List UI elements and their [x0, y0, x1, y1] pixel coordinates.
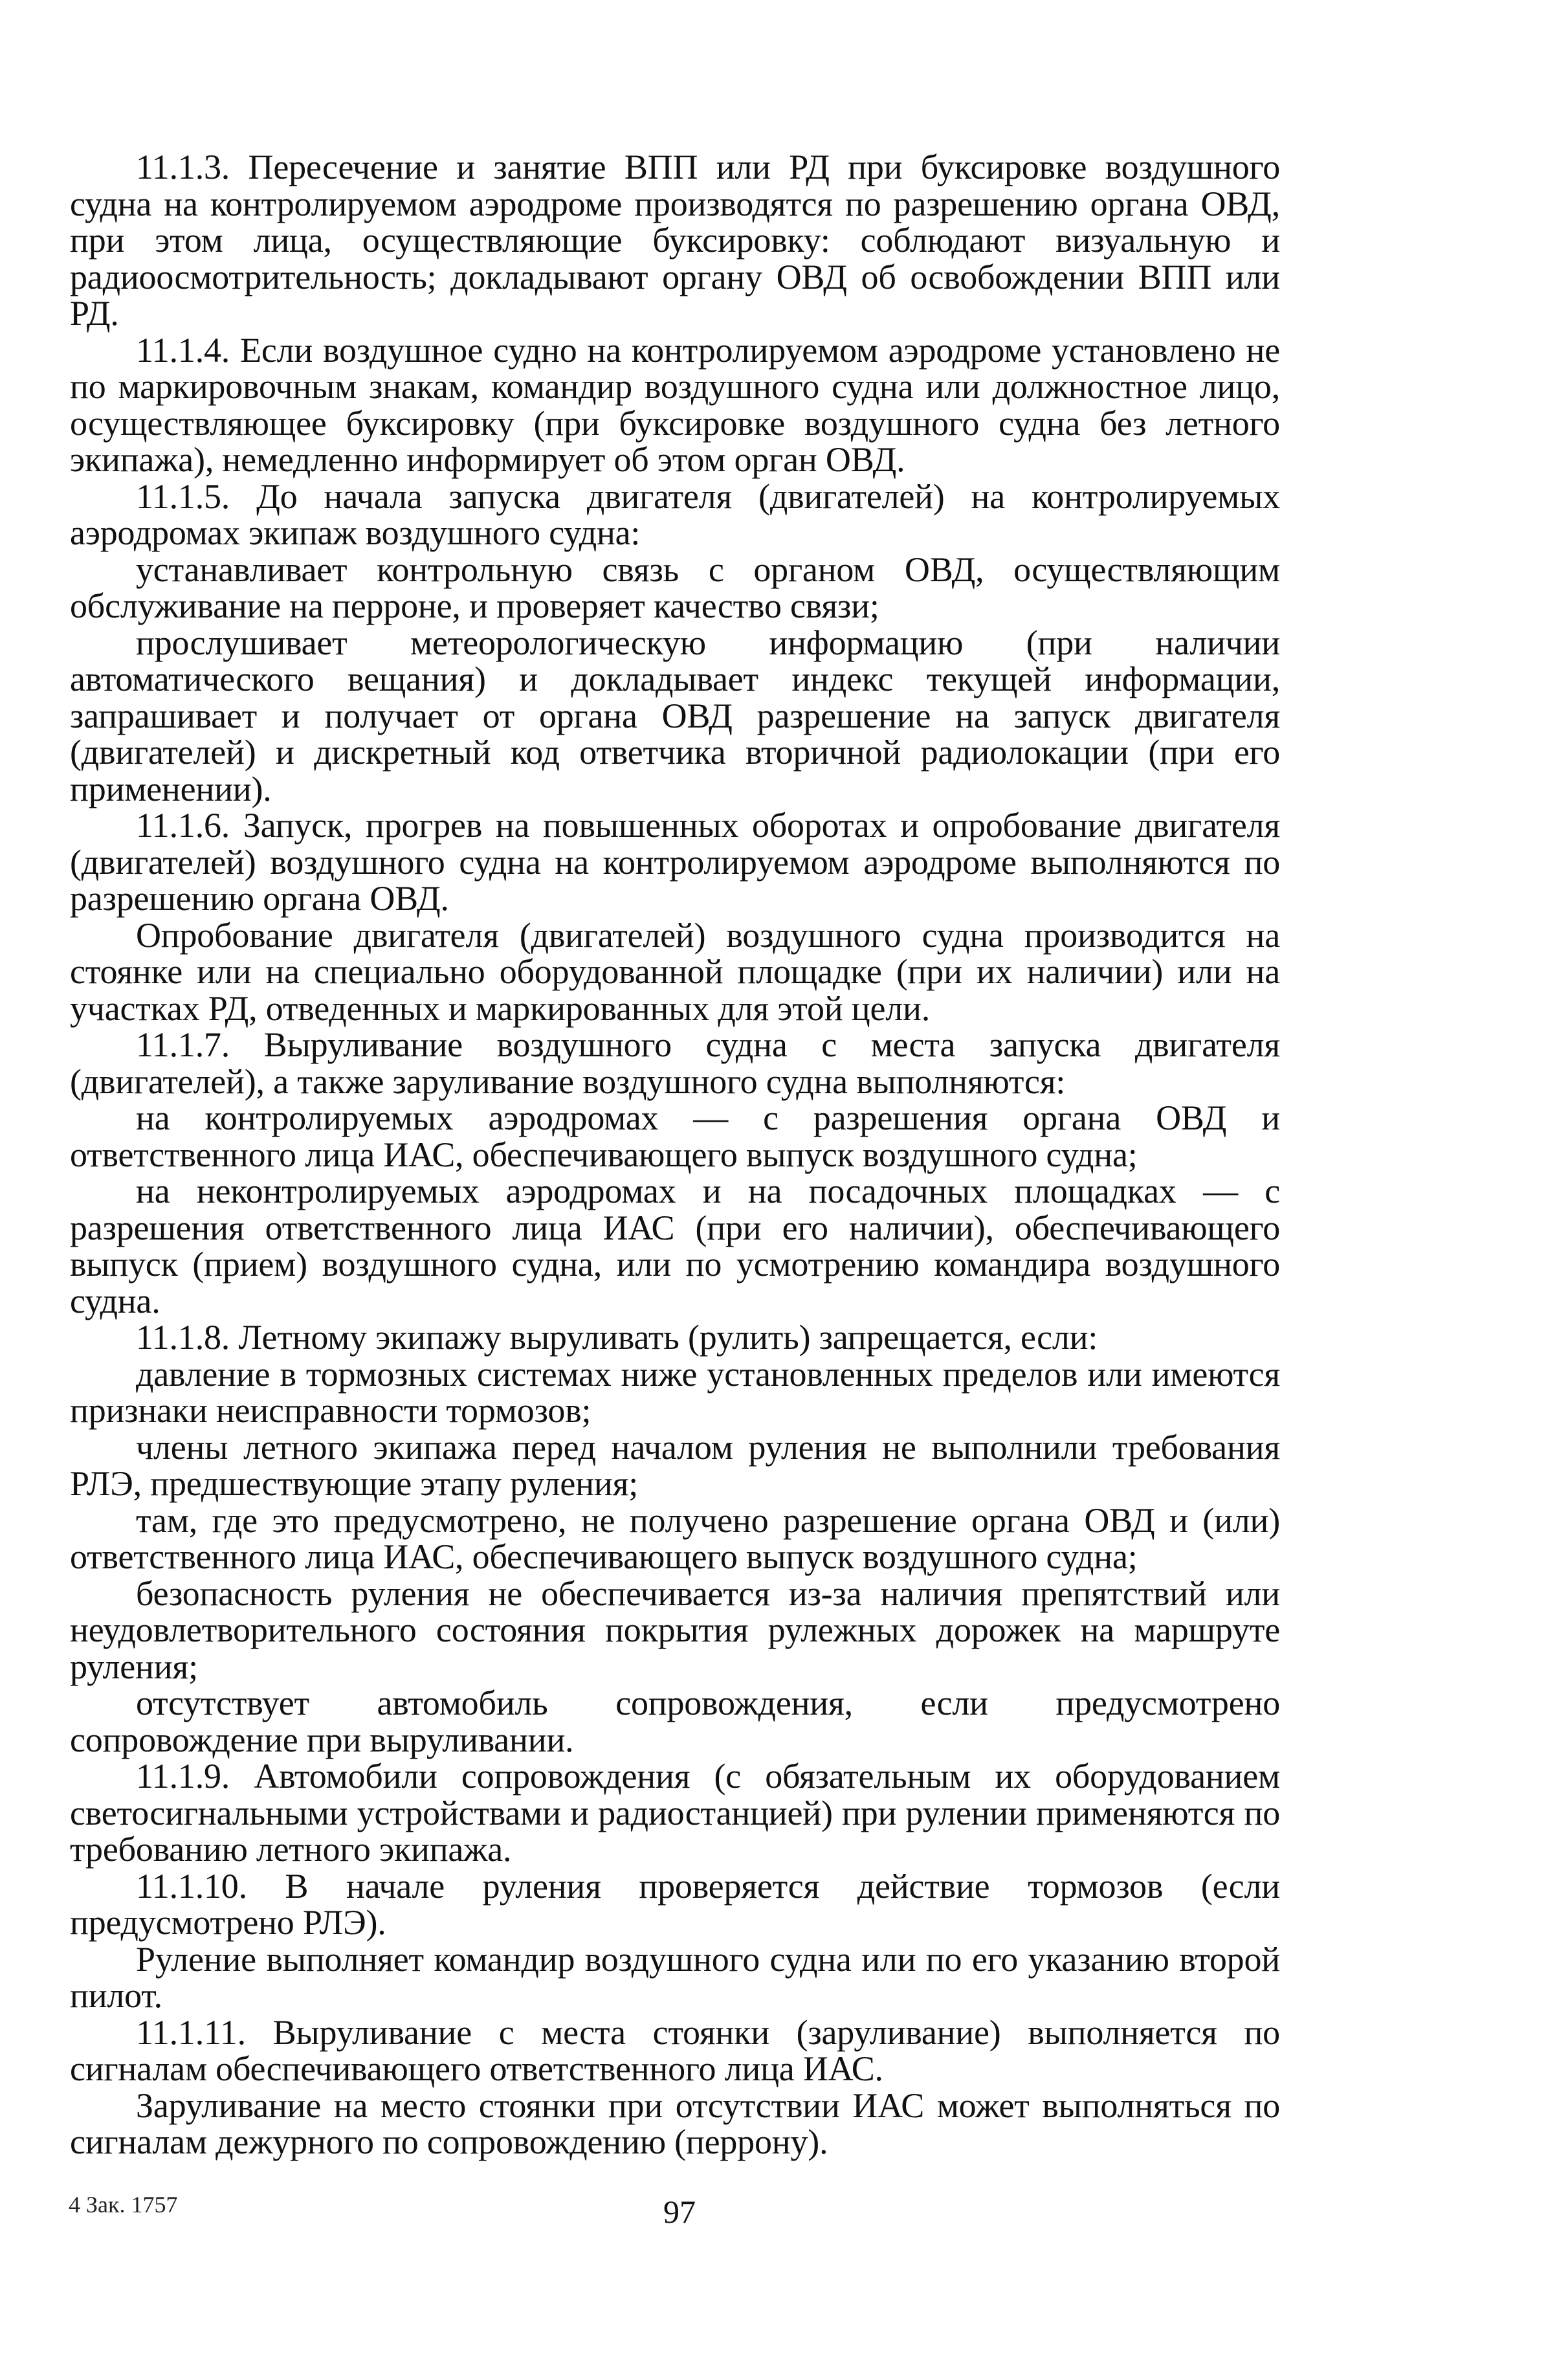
paragraph-11-1-10: 11.1.10. В начале руления проверяется действие тормозов (если предусмотрено РЛЭ).: [70, 1866, 1280, 1942]
list-item-no-clearance: там, где это предусмотрено, не получено разрешение органа ОВД и (или) ответственного лица ИАС, обеспечивающего выпуск воздушного судна;: [70, 1500, 1280, 1576]
paragraph-11-1-9: 11.1.9. Автомобили сопровождения (с обязательным их оборудованием светосигнальными устройствами и радиостанцией) при рулении применяются по требованию летного экипажа.: [70, 1757, 1280, 1869]
list-item-crew-requirements: члены летного экипажа перед началом руления не выполнили требования РЛЭ, предшествующие этапу руления;: [70, 1427, 1280, 1503]
list-item-taxi-safety: безопасность руления не обеспечивается из-за наличия препятствий или неудовлетворительного состояния покрытия рулежных дорожек на маршруте руления;: [70, 1574, 1280, 1686]
list-item-controlled-aerodromes: на контролируемых аэродромах — с разрешения органа ОВД и ответственного лица ИАС, обеспечивающего выпуск воздушного судна;: [70, 1098, 1280, 1174]
paragraph-11-1-8: 11.1.8. Летному экипажу выруливать (рулить) запрещается, если:: [136, 1318, 1098, 1357]
list-item-contact-check: устанавливает контрольную связь с органом ОВД, осуществляющим обслуживание на перроне, и проверяет качество связи;: [70, 550, 1280, 625]
paragraph-11-1-11: 11.1.11. Выруливание с места стоянки (заруливание) выполняется по сигналам обеспечивающего ответственного лица ИАС.: [70, 2012, 1280, 2088]
list-item-meteo-info: прослушивает метеорологическую информацию (при наличии автоматического вещания) и докладывает индекс текущей информации, запрашивает и получает от органа ОВД разрешение на запуск двигателя (двигателей) и дискретный код ответчика вторичной радиолокации (при его применении).: [70, 623, 1280, 808]
list-item-escort-vehicle: отсутствует автомобиль сопровождения, если предусмотрено сопровождение при выруливании.: [70, 1684, 1280, 1759]
paragraph-11-1-6: 11.1.6. Запуск, прогрев на повышенных оборотах и опробование двигателя (двигателей) воздушного судна на контролируемом аэродроме выполняются по разрешению органа ОВД.: [70, 806, 1280, 918]
list-item-brake-pressure: давление в тормозных системах ниже установленных пределов или имеются признаки неисправности тормозов;: [70, 1354, 1280, 1430]
footer-order-code: 4 Зак. 1757: [69, 2192, 178, 2218]
paragraph-11-1-7: 11.1.7. Выруливание воздушного судна с места запуска двигателя (двигателей), а также заруливание воздушного судна выполняются:: [70, 1025, 1280, 1101]
paragraph-11-1-3: 11.1.3. Пересечение и занятие ВПП или РД при буксировке воздушного судна на контролируемом аэродроме производятся по разрешению органа ОВД, при этом лица, осуществляющие буксировку: соблюдают визуальную и радиоосмотрительность; докладывают органу ОВД об освобождении ВПП или РД.: [70, 148, 1280, 333]
paragraph-engine-test: Опробование двигателя (двигателей) воздушного судна производится на стоянке или на специально оборудованной площадке (при их наличии) или на участках РД, отведенных и маркированных для этой цели.: [70, 915, 1280, 1028]
paragraph-taxi-commander: Руление выполняет командир воздушного судна или по его указанию второй пилот.: [70, 1939, 1280, 2015]
document-page: [70, 149, 1280, 2161]
page-number: 97: [663, 2194, 696, 2230]
paragraph-11-1-5: 11.1.5. До начала запуска двигателя (двигателей) на контролируемых аэродромах экипаж воздушного судна:: [70, 476, 1280, 552]
paragraph-parking-without-ias: Заруливание на место стоянки при отсутствии ИАС может выполняться по сигналам дежурного по сопровождению (перрону).: [70, 2085, 1280, 2161]
paragraph-11-1-4: 11.1.4. Если воздушное судно на контролируемом аэродроме установлено не по маркировочным знакам, командир воздушного судна или должностное лицо, осуществляющее буксировку (при буксировке воздушного судна без летного экипажа), немедленно информирует об этом орган ОВД.: [70, 330, 1280, 479]
list-item-uncontrolled-aerodromes: на неконтролируемых аэродромах и на посадочных площадках — с разрешения ответственного лица ИАС (при его наличии), обеспечивающего выпуск (прием) воздушного судна, или по усмотрению командира воздушного судна.: [70, 1172, 1280, 1320]
